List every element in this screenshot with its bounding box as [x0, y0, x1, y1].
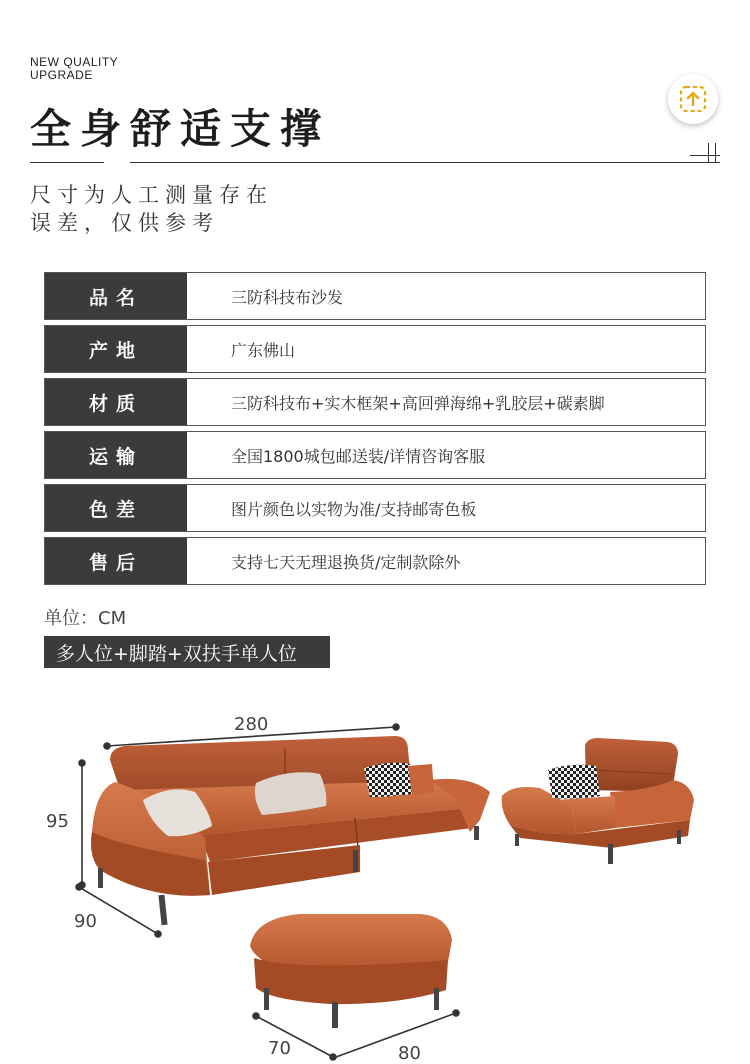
page-title: 全身舒适支撑 — [30, 105, 330, 153]
caption-line-1: NEW QUALITY — [30, 55, 119, 69]
spec-key: 材质 — [45, 379, 187, 425]
armchair — [502, 738, 694, 864]
caption-line-2: UPGRADE — [30, 68, 93, 82]
ottoman-depth-dimension — [253, 1013, 336, 1060]
title-divider-right — [130, 162, 720, 163]
spec-key: 产地 — [45, 326, 187, 372]
ottoman-width-label: 80 — [398, 1043, 421, 1064]
spec-key: 运输 — [45, 432, 187, 478]
divider-tick — [715, 143, 716, 162]
spec-table — [44, 272, 706, 590]
note-line-2: 误差，仅供参考 — [30, 211, 219, 235]
spec-row-name — [44, 272, 706, 320]
new-quality-caption — [30, 56, 118, 82]
divider-tick — [690, 155, 720, 156]
divider-tick — [708, 143, 709, 162]
arrow-up-icon — [668, 74, 718, 124]
spec-value: 三防科技布+实木框架+高回弹海绵+乳胶层+碳素脚 — [231, 393, 605, 413]
spec-row-origin — [44, 325, 706, 373]
measurement-note — [30, 181, 273, 237]
sofa-depth-label: 90 — [74, 911, 97, 932]
spec-row-aftersale — [44, 537, 706, 585]
spec-value: 三防科技布沙发 — [231, 287, 344, 307]
spec-row-shipping — [44, 431, 706, 479]
unit-label: 单位：CM — [44, 608, 127, 629]
spec-key: 色差 — [45, 485, 187, 531]
title-divider-left — [30, 162, 104, 163]
spec-row-color — [44, 484, 706, 532]
scroll-top-button[interactable] — [668, 74, 718, 124]
sofa-height-dimension — [79, 760, 85, 888]
sofa-length-label: 280 — [234, 714, 269, 735]
spec-value: 支持七天无理退换货/定制款除外 — [231, 552, 461, 572]
spec-value: 全国1800城包邮送装/详情咨询客服 — [231, 446, 486, 466]
spec-key: 售后 — [45, 538, 187, 584]
spec-row-material — [44, 378, 706, 426]
combo-label: 多人位+脚踏+双扶手单人位 — [44, 636, 330, 668]
spec-key: 品名 — [45, 273, 187, 319]
note-line-1: 尺寸为人工测量存在 — [30, 183, 273, 207]
sofa-height-label: 95 — [46, 811, 69, 832]
spec-value: 图片颜色以实物为准/支持邮寄色板 — [231, 499, 477, 519]
three-seat-sofa — [91, 736, 490, 925]
sofa-set-illustration — [0, 690, 750, 1064]
ottoman — [250, 914, 452, 1028]
ottoman-depth-label: 70 — [268, 1038, 291, 1059]
spec-value: 广东佛山 — [231, 340, 296, 360]
